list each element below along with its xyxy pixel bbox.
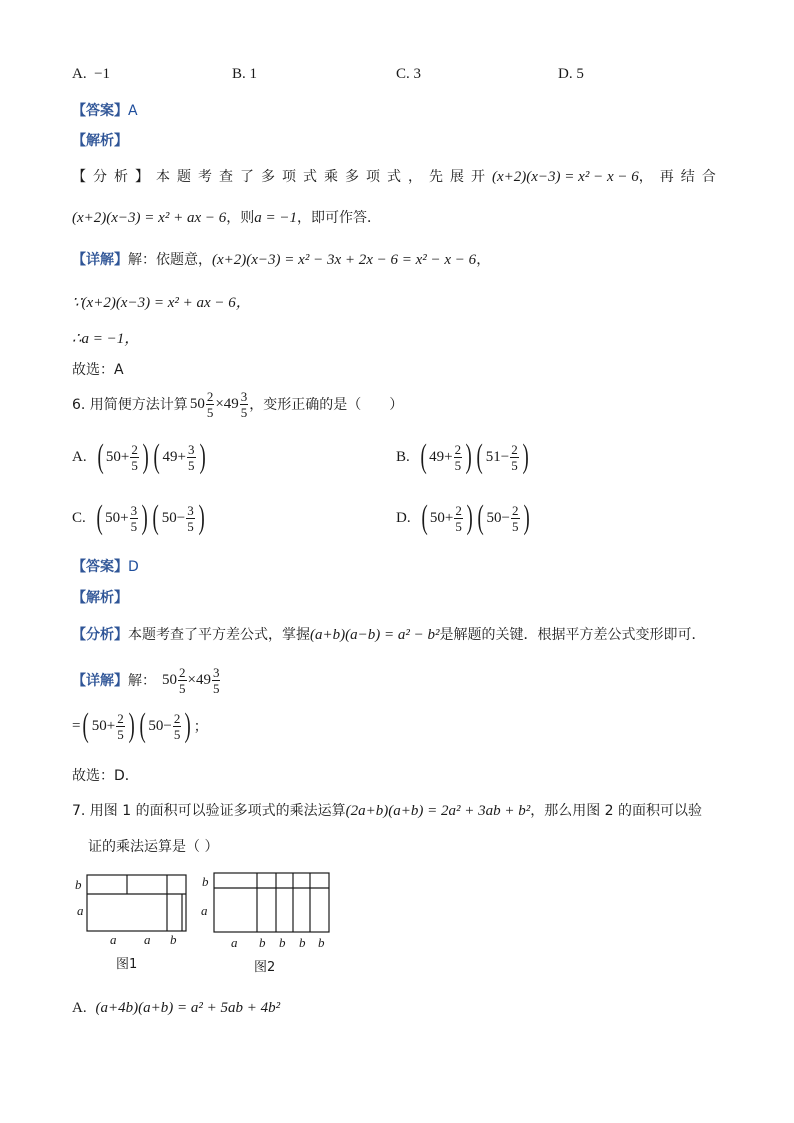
- q6-option-c[interactable]: C. ( 50 + $\frac{3}{5}$ ) ( 50 − $\frac{3}{5}$ ): [72, 499, 205, 536]
- q5-choose: 故选：A: [72, 362, 124, 378]
- fig2-bottom-label-3: b: [279, 935, 286, 950]
- fig2-bottom-label-2: b: [259, 935, 266, 950]
- fig2-bottom-label-4: b: [299, 935, 306, 950]
- q6-detail-line: 【详解】 解： 50 $\frac{2}{5}$ × 49 $\frac{3}{5}$: [72, 664, 220, 696]
- fig2-left-label-a: a: [201, 903, 208, 918]
- fig1-left-label-a: a: [77, 903, 84, 918]
- q7-option-a[interactable]: A. (a+4b)(a+b) = a² + 5ab + 4b²: [72, 1000, 281, 1016]
- q6-analysis-tag: 【解析】: [72, 590, 128, 606]
- q5-option-b[interactable]: B. 1: [232, 66, 258, 82]
- fig2-caption: 图2: [254, 960, 276, 975]
- fig2-left-label-b: b: [202, 874, 209, 889]
- q5-analysis-tag: 【解析】: [72, 133, 128, 149]
- fig1-left-label-b: b: [75, 877, 82, 892]
- q6-detail-step: = ( 50 + $\frac{2}{5}$ ) ( 50 − $\frac{2}{5}$ ) ；: [72, 707, 208, 744]
- q6-option-b[interactable]: B. ( 49 + $\frac{2}{5}$ ) ( 51 − $\frac{2}{5}$ ): [396, 438, 529, 475]
- q5-option-d[interactable]: D. 5: [558, 66, 584, 82]
- fig2-bottom-label-1: a: [231, 935, 238, 950]
- q5-fenxi-line2: (x+2)(x−3) = x² + ax − 6，则a = −1，即可作答．: [72, 210, 381, 226]
- q7-stem-line2: 证的乘法运算是（ ）: [88, 839, 219, 855]
- q6-stem-frac2: $\frac{3}{5}$: [240, 388, 248, 420]
- q6-stem: 6. 用简便方法计算 50 $\frac{2}{5}$ × 49 $\frac{3}{5}$ ，变形正确的是（ ）: [72, 388, 404, 420]
- q6-option-a[interactable]: A. ( 50 + $\frac{2}{5}$ ) ( 49 + $\frac{3}{5}$ ): [72, 438, 206, 475]
- q7-figure-2: [198, 868, 348, 980]
- q7-figure-1: [70, 868, 200, 978]
- q6-fenxi-line: 【分析】本题考查了平方差公式，掌握(a+b)(a−b) = a² − b²是解题的关键．根据平方差公式变形即可．: [72, 627, 706, 643]
- fig1-caption: 图1: [116, 957, 138, 972]
- q6-answer-line: 【答案】D: [72, 559, 139, 575]
- q5-detail-line: 【详解】解：依题意，(x+2)(x−3) = x² − 3x + 2x − 6 = x² − x − 6，: [72, 252, 491, 268]
- fig1-bottom-label-3: b: [170, 932, 177, 947]
- q5-answer-line: 【答案】A: [72, 103, 138, 119]
- fig1-bottom-label-2: a: [144, 932, 151, 947]
- q5-option-c[interactable]: C. 3: [396, 66, 422, 82]
- q7-stem-line1: 7. 用图 1 的面积可以验证多项式的乘法运算(2a+b)(a+b) = 2a² + 3ab + b²，那么用图 2 的面积可以验: [72, 803, 703, 819]
- q5-therefore-line: ∴a = −1，: [72, 331, 140, 347]
- q6-option-d[interactable]: D. ( 50 + $\frac{2}{5}$ ) ( 50 − $\frac{2}{5}$ ): [396, 499, 530, 536]
- q5-options: [72, 66, 692, 86]
- q5-because-line: ∵(x+2)(x−3) = x² + ax − 6，: [72, 295, 251, 311]
- fig2-bottom-label-5: b: [318, 935, 325, 950]
- q5-option-a[interactable]: A. −1: [72, 66, 111, 82]
- fig1-bottom-label-1: a: [110, 932, 117, 947]
- q6-stem-frac1: $\frac{2}{5}$: [206, 388, 214, 420]
- q6-choose: 故选：D．: [72, 768, 139, 784]
- q5-fenxi-line1: 【分析】本题考查了多项式乘多项式，先展开(x+2)(x−3) = x² − x − 6，再结合: [72, 169, 723, 185]
